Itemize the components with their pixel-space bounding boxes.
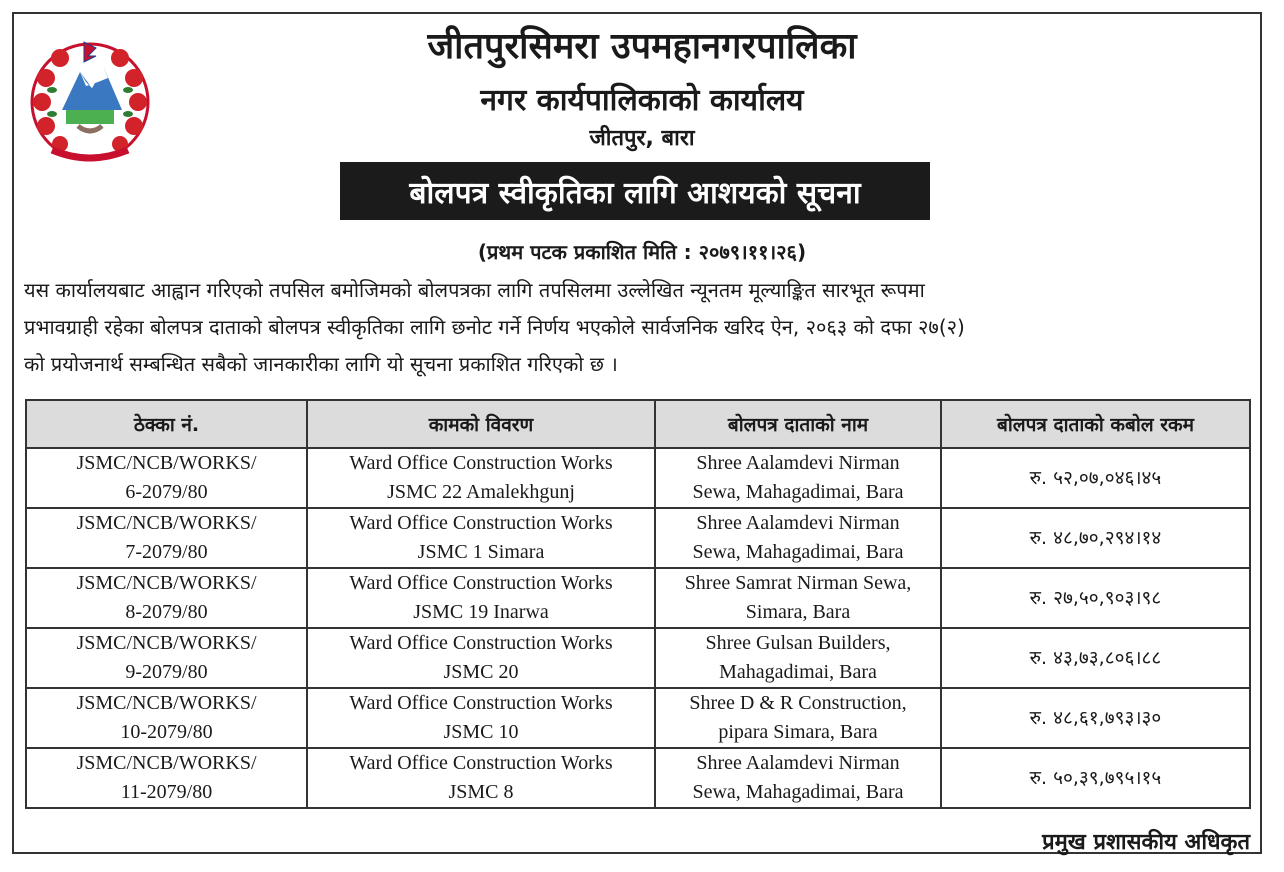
contract-no-line: JSMC/NCB/WORKS/: [76, 452, 257, 474]
work-line: JSMC 1 Simara: [417, 541, 545, 563]
office-title: नगर कार्यपालिकाको कार्यालय: [480, 83, 804, 118]
work-line: Ward Office Construction Works: [349, 572, 613, 594]
contract-no-line: 9-2079/80: [125, 661, 208, 683]
table-row: [26, 748, 1250, 808]
work-description-cell: [307, 748, 655, 808]
bidder-name-cell: [655, 448, 941, 508]
bid-amount-cell: रु. ५०,३९,७९५।१५: [941, 748, 1250, 808]
header-work-description: कामको विवरण: [307, 400, 655, 448]
work-line: JSMC 8: [448, 781, 514, 803]
bidder-name-cell: [655, 568, 941, 628]
work-description-cell: [307, 628, 655, 688]
bidder-line: Shree Samrat Nirman Sewa,: [684, 572, 912, 594]
contract-no-cell: [26, 628, 307, 688]
contract-no-line: JSMC/NCB/WORKS/: [76, 632, 257, 654]
contract-no-line: 8-2079/80: [125, 601, 208, 623]
work-line: Ward Office Construction Works: [349, 512, 613, 534]
bid-amount-cell: रु. ४३,७३,८०६।८८: [941, 628, 1250, 688]
work-description-cell: [307, 688, 655, 748]
header-contract-no: ठेक्का नं.: [26, 400, 307, 448]
work-description-cell: [307, 568, 655, 628]
bidder-name-cell: [655, 628, 941, 688]
bid-amount-cell: रु. ५२,०७,०४६।४५: [941, 448, 1250, 508]
signature-title: प्रमुख प्रशासकीय अधिकृत: [1042, 830, 1250, 855]
work-description-cell: [307, 508, 655, 568]
notice-banner: [340, 162, 930, 220]
notice-body-line: यस कार्यालयबाट आह्वान गरिएको तपसिल बमोजिमको बोलपत्रका लागि तपसिलमा उल्लेखित न्यूनतम मूल्याङ्कित सारभूत रूपमा: [24, 278, 925, 302]
contract-no-cell: [26, 688, 307, 748]
work-line: JSMC 10: [443, 721, 519, 743]
location-label: जीतपुर, बारा: [589, 126, 695, 151]
contract-no-cell: [26, 508, 307, 568]
header-bidder-name: बोलपत्र दाताको नाम: [655, 400, 941, 448]
bid-amount-cell: रु. २७,५०,९०३।९८: [941, 568, 1250, 628]
bidder-line: Shree Gulsan Builders,: [705, 632, 891, 654]
publication-date: (प्रथम पटक प्रकाशित मिति : २०७९।११।२६): [477, 240, 807, 264]
contract-no-cell: [26, 568, 307, 628]
contract-no-line: 11-2079/80: [120, 781, 213, 803]
contract-no-line: JSMC/NCB/WORKS/: [76, 692, 257, 714]
table-row: [26, 688, 1250, 748]
bidder-line: Shree D & R Construction,: [689, 692, 907, 714]
municipality-title: जीतपुरसिमरा उपमहानगरपालिका: [427, 26, 857, 67]
notice-body: [24, 272, 1254, 383]
bidder-name-cell: [655, 508, 941, 568]
work-line: Ward Office Construction Works: [349, 692, 613, 714]
table-row: [26, 508, 1250, 568]
contract-no-cell: [26, 748, 307, 808]
work-line: JSMC 22 Amalekhgunj: [387, 481, 575, 503]
bidder-name-cell: [655, 688, 941, 748]
work-description-cell: [307, 448, 655, 508]
contract-no-cell: [26, 448, 307, 508]
bidder-name-cell: [655, 748, 941, 808]
table-row: [26, 568, 1250, 628]
contract-no-line: JSMC/NCB/WORKS/: [76, 572, 257, 594]
bidder-line: Sewa, Mahagadimai, Bara: [692, 541, 904, 563]
bidder-line: Sewa, Mahagadimai, Bara: [692, 481, 904, 503]
work-line: Ward Office Construction Works: [349, 632, 613, 654]
contract-no-line: JSMC/NCB/WORKS/: [76, 752, 257, 774]
bidder-line: Shree Aalamdevi Nirman: [696, 752, 900, 774]
contract-no-line: 10-2079/80: [120, 721, 213, 743]
bid-amount-cell: रु. ४८,६१,७९३।३०: [941, 688, 1250, 748]
notice-banner-text: बोलपत्र स्वीकृतिका लागि आशयको सूचना: [409, 175, 861, 211]
work-line: Ward Office Construction Works: [349, 752, 613, 774]
bidder-line: Shree Aalamdevi Nirman: [696, 512, 900, 534]
table-row: [26, 448, 1250, 508]
bidder-line: Shree Aalamdevi Nirman: [696, 452, 900, 474]
header-bid-amount: बोलपत्र दाताको कबोल रकम: [941, 400, 1250, 448]
bidder-line: pipara Simara, Bara: [718, 721, 878, 743]
work-line: JSMC 20: [443, 661, 519, 683]
notice-body-line: प्रभावग्राही रहेका बोलपत्र दाताको बोलपत्र स्वीकृतिका लागि छनोट गर्ने निर्णय भएकोले सार्वजनिक खरिद ऐन, २०६३ को दफा २७(२): [24, 315, 965, 339]
contract-no-line: 6-2079/80: [125, 481, 208, 503]
bidder-line: Mahagadimai, Bara: [719, 661, 877, 683]
table-row: [26, 628, 1250, 688]
work-line: JSMC 19 Inarwa: [413, 601, 549, 623]
table-header-row: [26, 400, 1250, 448]
work-line: Ward Office Construction Works: [349, 452, 613, 474]
bid-amount-cell: रु. ४८,७०,२९४।१४: [941, 508, 1250, 568]
notice-body-line: को प्रयोजनार्थ सम्बन्धित सबैको जानकारीका लागि यो सूचना प्रकाशित गरिएको छ ।: [24, 352, 618, 376]
bidder-line: Simara, Bara: [745, 601, 851, 623]
contract-no-line: JSMC/NCB/WORKS/: [76, 512, 257, 534]
bids-table: [25, 399, 1251, 809]
bidder-line: Sewa, Mahagadimai, Bara: [692, 781, 904, 803]
contract-no-line: 7-2079/80: [125, 541, 208, 563]
